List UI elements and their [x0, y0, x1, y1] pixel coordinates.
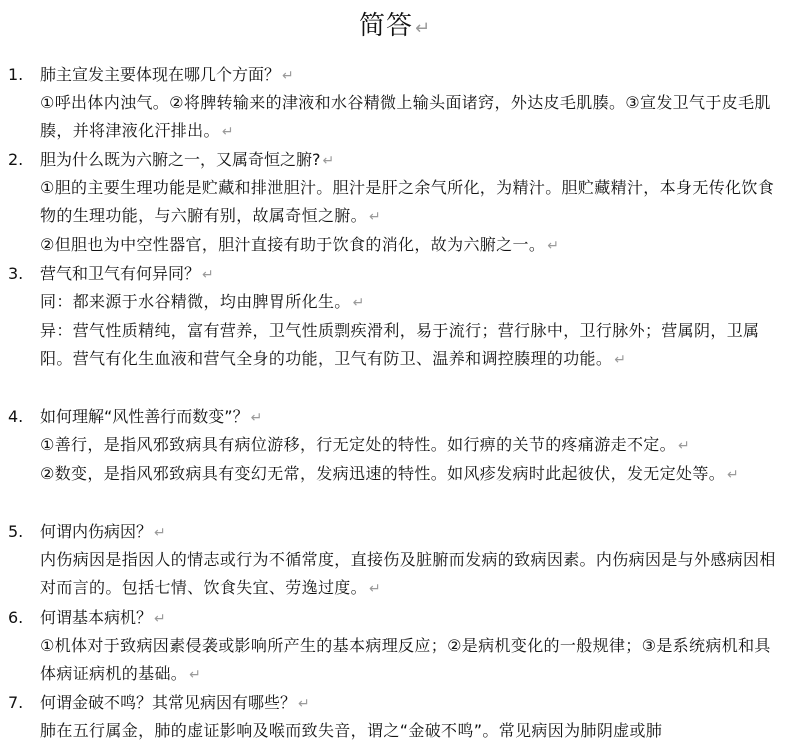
question-number: 6. [8, 608, 24, 627]
paragraph-mark-icon: ↵ [202, 267, 214, 283]
answer-body [40, 717, 776, 745]
answer-paragraph: ①胆的主要生理功能是贮藏和排泄胆汁。胆汁是肝之余气所化，为精汁。胆贮藏精汁，本身无传化饮食物的生理功能，与六腑有别，故属奇恒之腑。 ↵ [40, 178, 775, 225]
answer-body [40, 431, 776, 489]
document-title: 简答 [358, 11, 413, 41]
question-number: 4. [8, 407, 24, 426]
paragraph-mark-icon: ↵ [369, 581, 382, 597]
answer-paragraph: ①机体对于致病因素侵袭或影响所产生的基本病理反应；②是病机变化的一般规律；③是系统病机和具体病证病机的基础。 ↵ [40, 636, 771, 683]
answer-paragraph: ①善行，是指风邪致病具有病位游移，行无定处的特性。如行痹的关节的疼痛游走不定。 ↵ [40, 435, 691, 454]
question-number: 2. [8, 150, 24, 169]
paragraph-mark-icon: ↵ [282, 68, 294, 84]
paragraph-mark-icon: ↵ [250, 410, 263, 426]
question-line [40, 604, 780, 633]
paragraph-mark-icon: ↵ [154, 611, 166, 627]
paragraph-mark-icon: ↵ [369, 209, 382, 225]
answer-paragraph: 同：都来源于水谷精微，均由脾胃所化生。 ↵ [40, 292, 365, 311]
question-number: 3. [8, 264, 24, 283]
question-line [40, 146, 780, 175]
answer-paragraph: ②数变，是指风邪致病具有变幻无常，发病迅速的特性。如风疹发病时此起彼伏，发无定处等。 ↵ [40, 464, 740, 483]
question-line [40, 260, 780, 289]
question-text: 何谓基本病机？ [40, 608, 153, 627]
paragraph-mark-icon: ↵ [154, 525, 166, 541]
question-text: 何谓内伤病因？ [40, 522, 153, 541]
question-text: 胆为什么既为六腑之一，又属奇恒之腑? [40, 150, 321, 169]
question-number: 7. [8, 693, 24, 712]
answer-body [40, 174, 776, 260]
answer-paragraph: ②但胆也为中空性器官，胆汁直接有助于饮食的消化，故为六腑之一。 ↵ [40, 235, 560, 254]
paragraph-mark-icon: ↵ [414, 18, 432, 39]
answer-paragraph: 异：营气性质精纯，富有营养，卫气性质剽疾滑利，易于流行；营行脉中，卫行脉外；营属阴，卫属阳。营气有化生血液和营气全身的功能，卫气有防卫、温养和调控腠理的功能。 ↵ [40, 321, 760, 368]
paragraph-mark-icon: ↵ [298, 696, 310, 712]
answer-paragraph: ①呼出体内浊气。②将脾转输来的津液和水谷精微上输头面诸窍，外达皮毛肌腠。③宣发卫气于皮毛肌腠，并将津液化汗排出。 ↵ [40, 93, 771, 140]
answer-body [40, 546, 776, 603]
question-line [40, 518, 780, 547]
paragraph-mark-icon: ↵ [678, 438, 691, 454]
paragraph-mark-icon: ↵ [322, 153, 335, 169]
question-number: 5. [8, 522, 24, 541]
answer-body [40, 632, 776, 689]
question-line [40, 61, 780, 90]
answer-body [40, 288, 776, 374]
question-text: 肺主宣发主要体现在哪几个方面？ [40, 65, 281, 84]
question-line [40, 403, 780, 432]
answer-paragraph: 肺在五行属金，肺的虚证影响及喉而致失音，谓之“金破不鸣”。常见病因为肺阴虚或肺 [40, 721, 663, 740]
paragraph-mark-icon: ↵ [547, 238, 560, 254]
question-line [40, 689, 780, 718]
paragraph-mark-icon: ↵ [221, 124, 234, 140]
question-text: 何谓金破不鸣？其常见病因有哪些？ [40, 693, 297, 712]
question-number: 1. [8, 65, 24, 84]
paragraph-mark-icon: ↵ [614, 352, 627, 368]
paragraph-mark-icon: ↵ [727, 467, 740, 483]
paragraph-mark-icon: ↵ [189, 667, 202, 683]
answer-paragraph: 内伤病因是指因人的情志或行为不循常度，直接伤及脏腑而发病的致病因素。内伤病因是与外感病因相对而言的。包括七情、饮食失宜、劳逸过度。 ↵ [40, 550, 776, 597]
paragraph-mark-icon: ↵ [352, 295, 365, 311]
question-text: 营气和卫气有何异同？ [40, 264, 201, 283]
question-text: 如何理解“风性善行而数变”？ [40, 407, 249, 426]
document-title-line [0, 8, 790, 47]
answer-body [40, 89, 776, 146]
